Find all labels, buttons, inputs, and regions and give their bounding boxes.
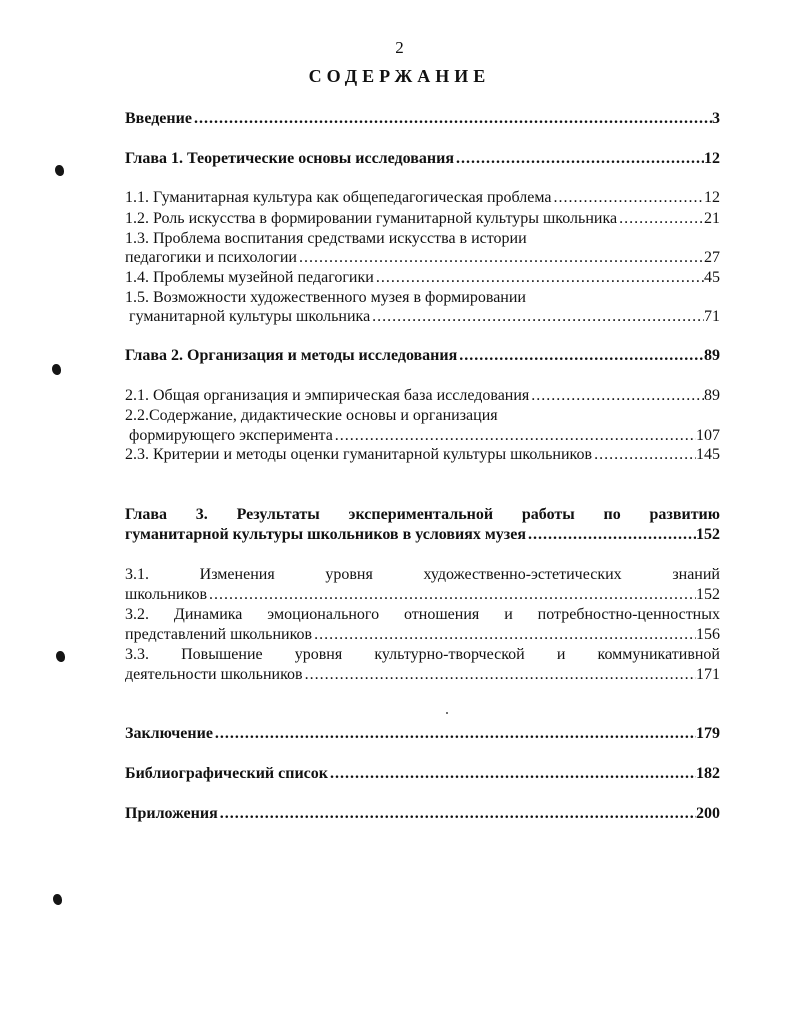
- toc-entry-2-3[interactable]: [125, 444, 720, 466]
- page-title: СОДЕРЖАНИЕ: [308, 66, 491, 86]
- toc-page-number: 152: [696, 526, 720, 543]
- toc-page-number: 71: [704, 308, 720, 325]
- toc-entry-3-3[interactable]: [125, 664, 720, 686]
- toc-entry-title: Библиографический список: [125, 765, 328, 782]
- toc-page-number: 179: [696, 725, 720, 742]
- toc-entry-1-3-line1: 1.3. Проблема воспитания средствами искусства в истории: [125, 230, 527, 247]
- toc-entry-title: формирующего эксперимента: [129, 427, 333, 444]
- dot-leader: [551, 187, 704, 209]
- toc-page-number: 171: [696, 666, 720, 683]
- toc-entry-bibliography[interactable]: [125, 763, 720, 785]
- toc-entry-title: гуманитарной культуры школьника: [129, 308, 371, 325]
- dot-leader: [526, 524, 696, 546]
- toc-entry-title: Глава 1. Теоретические основы исследования: [125, 150, 454, 167]
- dot-leader: [213, 723, 696, 745]
- dot-leader: [297, 247, 704, 269]
- toc-entry-title: Приложения: [125, 805, 218, 822]
- dot-leader: [312, 624, 696, 646]
- toc-entry-title: 1.2. Роль искусства в формировании гуманитарной культуры школьника: [125, 210, 618, 227]
- toc-entry-3-1[interactable]: [125, 584, 720, 606]
- toc-page-number: 3: [712, 110, 720, 127]
- toc-entry-chapter-3[interactable]: [125, 524, 720, 546]
- toc-entry-title: Глава 2. Организация и методы исследования: [125, 347, 458, 364]
- toc-entry-3-2-line1: 3.2. Динамика эмоционального отношения и потребностно-ценностных: [125, 606, 720, 623]
- toc-page-number: 12: [704, 150, 720, 167]
- dot-leader: [617, 208, 704, 230]
- toc-entry-title: 2.1. Общая организация и эмпирическая база исследования: [125, 387, 530, 404]
- scan-hole-mark: [53, 894, 62, 905]
- toc-entry-title: 2.3. Критерии и методы оценки гуманитарной культуры школьников: [125, 446, 593, 463]
- toc-page-number: 12: [704, 189, 720, 206]
- dot-leader: [370, 306, 704, 328]
- toc-entry-title: Заключение: [125, 725, 213, 742]
- dot-leader: [454, 148, 704, 170]
- dot-leader: [218, 803, 696, 825]
- toc-page-number: 107: [696, 427, 720, 444]
- scan-hole-mark: [52, 364, 61, 375]
- toc-page-number: 89: [704, 387, 720, 404]
- toc-entry-3-1-line1: 3.1. Изменения уровня художественно-эстетических знаний: [125, 566, 720, 583]
- dot-leader: [303, 664, 696, 686]
- toc-page-number: 89: [704, 347, 720, 364]
- toc-entry-title: деятельности школьников: [125, 666, 303, 683]
- toc-page-number: 45: [704, 269, 720, 286]
- toc-entry-title: представлений школьников: [125, 626, 313, 643]
- dot-leader: [374, 267, 704, 289]
- toc-entry-chapter-2[interactable]: [125, 345, 720, 367]
- dot-leader: [457, 345, 704, 367]
- toc-page-number: 145: [696, 446, 720, 463]
- toc-entry-1-3[interactable]: [125, 247, 720, 269]
- toc-entry-3-3-line1: 3.3. Повышение уровня культурно-творческой и коммуникативной: [125, 646, 720, 663]
- dot-leader: [192, 108, 712, 130]
- toc-entry-3-2[interactable]: [125, 624, 720, 646]
- toc-page-number: 182: [696, 765, 720, 782]
- toc-entry-2-1[interactable]: [125, 385, 720, 407]
- toc-page-number: 27: [704, 249, 720, 266]
- page-number: 2: [395, 38, 404, 57]
- toc-page-number: 152: [696, 586, 720, 603]
- toc-entry-1-2[interactable]: [125, 208, 720, 230]
- toc-entry-conclusion[interactable]: [125, 723, 720, 745]
- toc-page-number: 200: [696, 805, 720, 822]
- toc-entry-chapter-3-line1: Глава 3. Результаты экспериментальной работы по развитию: [125, 506, 720, 523]
- toc-entry-1-5-line1: 1.5. Возможности художественного музея в формировании: [125, 289, 526, 306]
- scan-speck: [446, 712, 448, 714]
- toc-entry-intro[interactable]: [125, 108, 720, 130]
- toc-page-number: 21: [704, 210, 720, 227]
- toc-entry-title: Введение: [125, 110, 192, 127]
- toc-entry-appendices[interactable]: [125, 803, 720, 825]
- dot-leader: [328, 763, 696, 785]
- dot-leader: [529, 385, 704, 407]
- toc-page-number: 156: [696, 626, 720, 643]
- toc-entry-title: педагогики и психологии: [125, 249, 297, 266]
- dot-leader: [592, 444, 696, 466]
- toc-entry-1-5[interactable]: [125, 306, 720, 328]
- toc-entry-1-4[interactable]: [125, 267, 720, 289]
- toc-entry-title: 1.4. Проблемы музейной педагогики: [125, 269, 374, 286]
- toc-entry-title: гуманитарной культуры школьников в условиях музея: [125, 526, 526, 543]
- scan-hole-mark: [56, 651, 65, 662]
- scan-hole-mark: [55, 165, 64, 176]
- toc-entry-2-2-line1: 2.2.Содержание, дидактические основы и организация: [125, 407, 498, 424]
- toc-entry-title: 1.1. Гуманитарная культура как общепедагогическая проблема: [125, 189, 552, 206]
- dot-leader: [207, 584, 696, 606]
- toc-entry-title: школьников: [125, 586, 207, 603]
- toc-entry-1-1[interactable]: [125, 187, 720, 209]
- toc-entry-chapter-1[interactable]: [125, 148, 720, 170]
